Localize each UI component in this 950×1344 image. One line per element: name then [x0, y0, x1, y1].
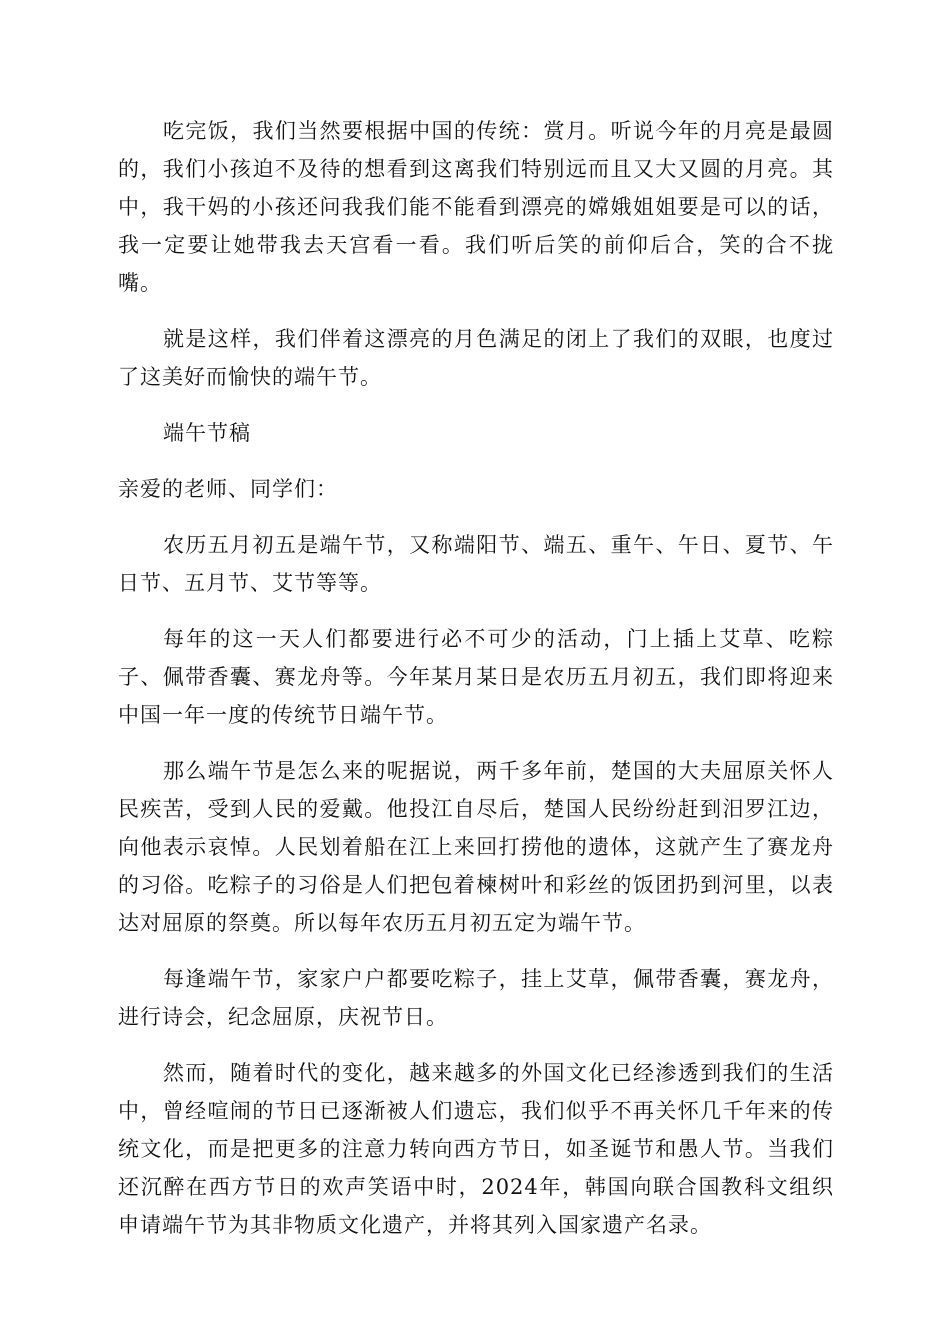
- document-body: [118, 112, 834, 1262]
- paragraph-ending: 就是这样，我们伴着这漂亮的月色满足的闭上了我们的双眼，也度过了这美好而愉快的端午节。: [118, 327, 834, 389]
- paragraph-origin: 那么端午节是怎么来的呢据说，两千多年前，楚国的大夫屈原关怀人民疾苦，受到人民的爱戴。他投江自尽后，楚国人民纷纷赶到汨罗江边，向他表示哀悼。人民划着船在江上来回打捞他的遗体，这就产生了赛龙舟的习俗。吃粽子的习俗是人们把包着楝树叶和彩丝的饭团扔到河里，以表达对屈原的祭奠。所以每年农历五月初五定为端午节。: [118, 759, 834, 935]
- paragraph-activities: 每年的这一天人们都要进行必不可少的活动，门上插上艾草、吃粽子、佩带香囊、赛龙舟等。今年某月某日是农历五月初五，我们即将迎来中国一年一度的传统节日端午节。: [118, 627, 834, 727]
- paragraph-modern-changes: 然而，随着时代的变化，越来越多的外国文化已经渗透到我们的生活中，曾经喧闹的节日已逐渐被人们遗忘，我们似乎不再关怀几千年来的传统文化，而是把更多的注意力转向西方节日，如圣诞节和愚人节。当我们还沉醉在西方节日的欢声笑语中时，2024年，韩国向联合国教科文组织申请端午节为其非物质文化遗产，并将其列入国家遗产名录。: [118, 1061, 834, 1237]
- section-title: 端午节稿: [163, 421, 251, 445]
- paragraph-moon-viewing: 吃完饭，我们当然要根据中国的传统：赏月。听说今年的月亮是最圆的，我们小孩迫不及待的想看到这离我们特别远而且又大又圆的月亮。其中，我干妈的小孩还问我我们能不能看到漂亮的嫦娥姐姐要是可以的话，我一定要让她带我去天宫看一看。我们听后笑的前仰后合，笑的合不拢嘴。: [118, 119, 834, 295]
- paragraph-customs: 每逢端午节，家家户户都要吃粽子，挂上艾草，佩带香囊，赛龙舟，进行诗会，纪念屈原，庆祝节日。: [118, 967, 834, 1029]
- salutation: 亲爱的老师、同学们：: [118, 477, 338, 501]
- paragraph-festival-names: 农历五月初五是端午节，又称端阳节、端五、重午、午日、夏节、午日节、五月节、艾节等等。: [118, 533, 834, 595]
